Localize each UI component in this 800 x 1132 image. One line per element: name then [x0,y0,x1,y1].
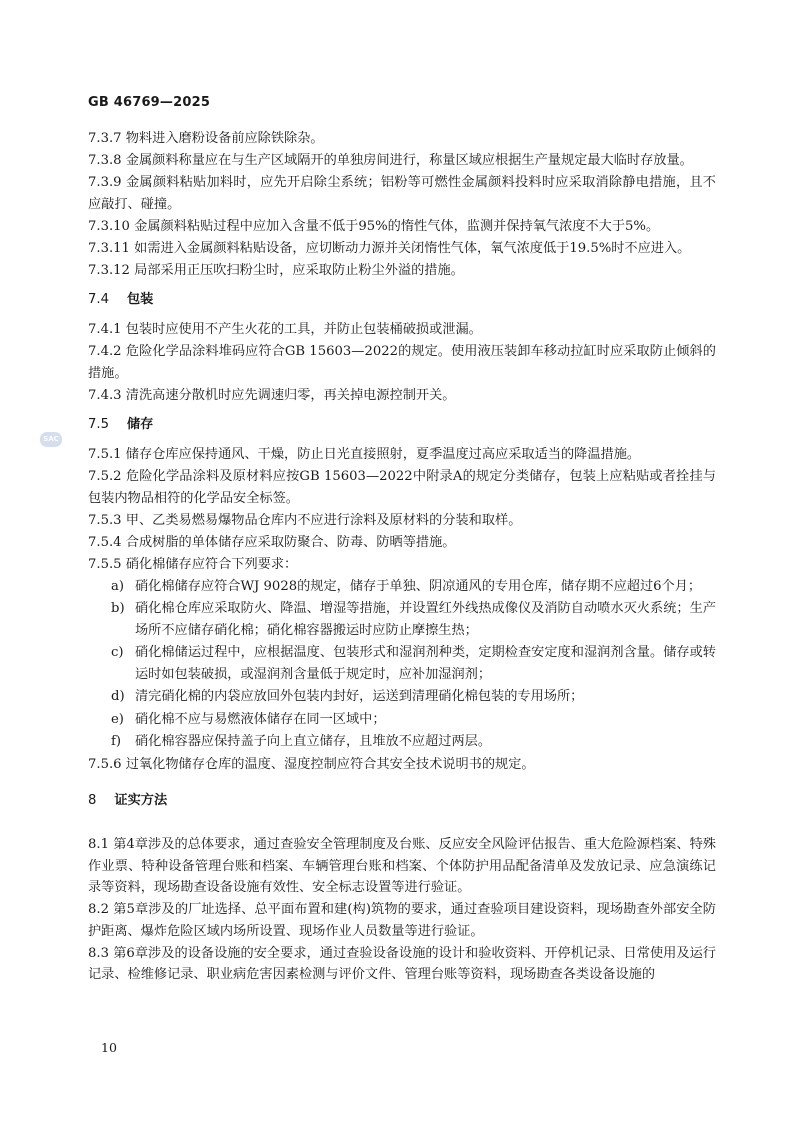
clause-paragraph [88,444,716,466]
section-number: 8 [88,793,97,808]
section-heading [88,414,716,436]
requirement-list [88,576,716,753]
clause-text: 甲、乙类易燃易爆物品仓库内不应进行涂料及原材料的分装和取样。 [125,512,522,528]
clause-number: 7.3.7 [88,131,122,146]
document-body [88,128,716,986]
clause-text: 危险化学品涂料及原材料应按GB 15603—2022中附录A的规定分类储存，包装上应粘贴或者拴挂与包装内物品相符的化学品安全标签。 [88,469,716,506]
page-number: 10 [101,1040,117,1055]
clause-number: 7.3.12 [88,262,130,278]
section-number: 7.5 [88,417,109,432]
clause-number: 7.5.2 [88,469,122,484]
list-item [111,686,716,708]
clause-number: 7.4.2 [88,344,122,359]
clause-paragraph [88,899,716,942]
clause-text: 合成树脂的单体储存应采取防聚合、防毒、防晒等措施。 [125,534,456,550]
clause-paragraph [88,943,716,986]
clause-text: 金属颜料称量应在与生产区域隔开的单独房间进行，称量区域应根据生产量规定最大临时存放量。 [125,153,693,168]
list-item [111,709,716,731]
list-item-text: 清完硝化棉的内袋应放回外包装内封好，运送到清理硝化棉包装的专用场所； [135,689,584,704]
clause-paragraph [88,510,716,532]
clause-text: 清洗高速分散机时应先调速归零，再关掉电源控制开关。 [125,387,456,403]
list-item-text: 硝化棉储运过程中，应根据温度、包装形式和湿润剂种类，定期检查安定度和湿润剂含量。储存或转运时如包装破损，或湿润剂含量低于规定时，应补加湿润剂； [135,645,716,682]
clause-text: 局部采用正压吹扫粉尘时，应采取防止粉尘外溢的措施。 [134,262,464,278]
clause-number: 7.4.3 [88,387,122,403]
clause-number: 7.5.4 [88,534,122,550]
list-marker: b) [111,601,125,616]
clause-text: 第5章涉及的厂址选择、总平面布置和建(构)筑物的要求，通过查验项目建设资料，现场勘查外部安全防护距离、爆炸危险区域内场所设置、现场作业人员数量等进行验证。 [88,902,716,939]
clause-text: 第4章涉及的总体要求，通过查验安全管理制度及台账、反应安全风险评估报告、重大危险源档案、特殊作业票、特种设备管理台账和档案、车辆管理台账和档案、个体防护用品配备清单及发放记录、应急演练记录等资料，现场勘查设备设施有效性、安全标志设置等进行验证。 [88,837,716,895]
clause-paragraph [88,554,716,576]
list-marker: a) [111,578,125,594]
clause-number: 7.5.6 [88,756,122,772]
clause-text: 包装时应使用不产生火花的工具，并防止包装桶破损或泄漏。 [125,322,482,337]
list-item [111,598,716,641]
list-marker: e) [111,711,124,727]
clause-text: 第6章涉及的设备设施的安全要求，通过查验设备设施的设计和验收资料、开停机记录、日常使用及运行记录、检维修记录、职业病危害因素检测与评价文件、管理台账等资料，现场勘查各类设备设施的 [88,945,716,982]
list-marker: f) [111,734,122,749]
clause-paragraph [88,341,716,384]
clause-number: 7.4.1 [88,322,122,337]
clause-number: 7.3.9 [88,175,122,190]
clause-number: 8.1 [88,837,109,852]
clause-paragraph [88,260,716,282]
clause-text: 物料进入磨粉设备前应除铁除杂。 [125,131,324,146]
list-item-text: 硝化棉不应与易燃液体储存在同一区域中； [135,711,386,727]
clause-number: 7.3.11 [88,240,130,256]
list-marker: c) [111,645,124,660]
list-item-text: 硝化棉仓库应采取防火、降温、增湿等措施，并设置红外线热成像仪及消防自动喷水灭火系统；生产场所不应储存硝化棉；硝化棉容器搬运时应防止摩擦生热； [135,601,716,638]
clause-number: 7.5.5 [88,556,122,572]
clause-paragraph [88,754,716,776]
clause-number: 8.3 [88,945,109,961]
list-item [111,642,716,685]
section-title: 包装 [126,292,154,307]
clause-number: 7.3.10 [88,218,130,234]
clause-paragraph [88,128,716,150]
clause-paragraph [88,466,716,509]
clause-text: 危险化学品涂料堆码应符合GB 15603—2022的规定。使用液压装卸车移动拉缸时应采取防止倾斜的措施。 [88,344,716,381]
clause-number: 7.5.1 [88,447,122,462]
clause-text: 金属颜料粘贴过程中应加入含量不低于95%的惰性气体，监测并保持氧气浓度不大于5%。 [134,218,660,234]
clause-number: 8.2 [88,902,109,917]
section-heading [88,289,716,311]
section-number: 7.4 [88,292,109,307]
clause-text: 硝化棉储存应符合下列要求： [125,556,298,572]
clause-paragraph [88,238,716,260]
section-heading [88,790,716,812]
clause-number: 7.5.3 [88,512,122,528]
list-item-text: 硝化棉储存应符合WJ 9028的规定，储存于单独、阴凉通风的专用仓库，储存期不应超过6个月； [135,578,702,594]
list-item [111,576,716,598]
clause-text: 如需进入金属颜料粘贴设备，应切断动力源并关闭惰性气体，氧气浓度低于19.5%时不应进入。 [134,240,691,256]
clause-paragraph [88,172,716,215]
section-title: 证实方法 [114,793,168,808]
clause-paragraph [88,216,716,238]
clause-text: 金属颜料粘贴加料时，应先开启除尘系统；铝粉等可燃性金属颜料投料时应采取消除静电措施，且不应敲打、碰撞。 [88,175,716,212]
sac-watermark-logo: SAC [40,432,62,447]
clause-paragraph [88,385,716,407]
section-title: 储存 [126,417,154,432]
list-item [111,731,716,753]
clause-text: 储存仓库应保持通风、干燥，防止日光直接照射，夏季温度过高应采取适当的降温措施。 [125,447,641,462]
list-item-text: 硝化棉容器应保持盖子向上直立储存，且堆放不应超过两层。 [135,734,492,749]
clause-text: 过氧化物储存仓库的温度、湿度控制应符合其安全技术说明书的规定。 [125,756,535,772]
clause-paragraph [88,319,716,341]
list-marker: d) [111,689,125,704]
clause-paragraph [88,532,716,554]
standard-code-header: GB 46769—2025 [88,95,211,110]
clause-number: 7.3.8 [88,153,122,168]
clause-paragraph [88,150,716,172]
clause-paragraph [88,834,716,899]
